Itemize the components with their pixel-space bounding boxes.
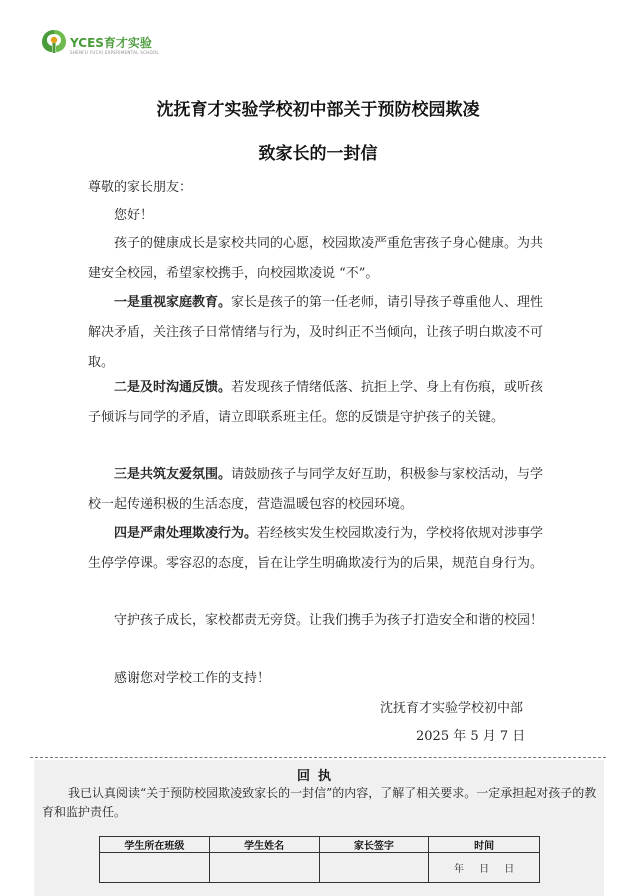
tear-off-line [30,757,606,758]
time-field[interactable]: 年 日 日 [429,853,540,883]
col-parent-signature: 家长签字 [319,837,429,853]
col-time: 时间 [429,837,540,853]
point-1-heading: 一是重视家庭教育。 [114,295,232,310]
logo-mark-icon [40,28,68,54]
logo-text: YCES育才实验 [70,36,152,50]
parent-signature-field[interactable] [319,853,429,883]
salutation: 尊敬的家长朋友： [88,180,193,195]
point-2-heading: 二是及时沟通反馈。 [114,380,232,395]
point-3-text: 请鼓励孩子与同学友好互助，积极参与家校活动，与学校一起传递积极的生活态度，营造温暖包容的校园环境。 [88,467,544,512]
point-4-heading: 四是严肃处理欺凌行为。 [114,526,258,541]
col-class: 学生所在班级 [100,837,210,853]
signature: 沈抚育才实验学校初中部 [380,701,524,716]
point-2-paragraph [88,373,546,433]
col-student-name: 学生姓名 [209,837,319,853]
receipt-header-row [100,837,540,853]
school-logo [40,28,160,62]
receipt-text: 我已认真阅读“关于预防校园欺凌致家长的一封信”的内容，了解了相关要求。一定承担起对孩子的教育和监护责任。 [42,786,597,819]
student-name-field[interactable] [209,853,319,883]
class-field[interactable] [100,853,210,883]
point-2-text: 若发现孩子情绪低落、抗拒上学、身上有伤痕，或听孩子倾诉与同学的矛盾，请立即联系班主任。您的反馈是守护孩子的关键。 [88,380,544,425]
letter-title-line2: 致家长的一封信 [258,144,378,164]
logo-subtitle: SHENFU YUCAI EXPERIMENTAL SCHOOL [70,50,159,55]
point-3-paragraph [88,460,546,520]
point-4-text: 若经核实发生校园欺凌行为，学校将依规对涉事学生停学停课。零容忍的态度，旨在让学生明确欺凌行为的后果，规范自身行为。 [88,526,544,571]
thanks-line: 感谢您对学校工作的支持！ [114,671,271,686]
intro-paragraph: 孩子的健康成长是家校共同的心愿，校园欺凌严重危害孩子身心健康。为共建安全校园，希望家校携手，向校园欺凌说 “不”。 [88,236,544,281]
receipt-table [99,836,540,883]
point-1-text: 家长是孩子的第一任老师，请引导孩子尊重他人、理性解决矛盾，关注孩子日常情绪与行为，及时纠正不当倾向，让孩子明白欺凌不可取。 [88,295,544,370]
receipt-input-row [100,853,540,883]
closing-paragraph: 守护孩子成长，家校都责无旁贷。让我们携手为孩子打造安全和谐的校园！ [114,613,544,628]
letter-title-line1: 沈抚育才实验学校初中部关于预防校园欺凌 [156,100,480,120]
point-1-paragraph [88,288,546,378]
greeting: 您好！ [114,208,154,223]
point-4-paragraph [88,519,546,579]
point-3-heading: 三是共筑友爱氛围。 [114,467,232,482]
receipt-title: 回执 [296,769,339,784]
letter-date: 2025 年 5 月 7 日 [416,729,526,744]
